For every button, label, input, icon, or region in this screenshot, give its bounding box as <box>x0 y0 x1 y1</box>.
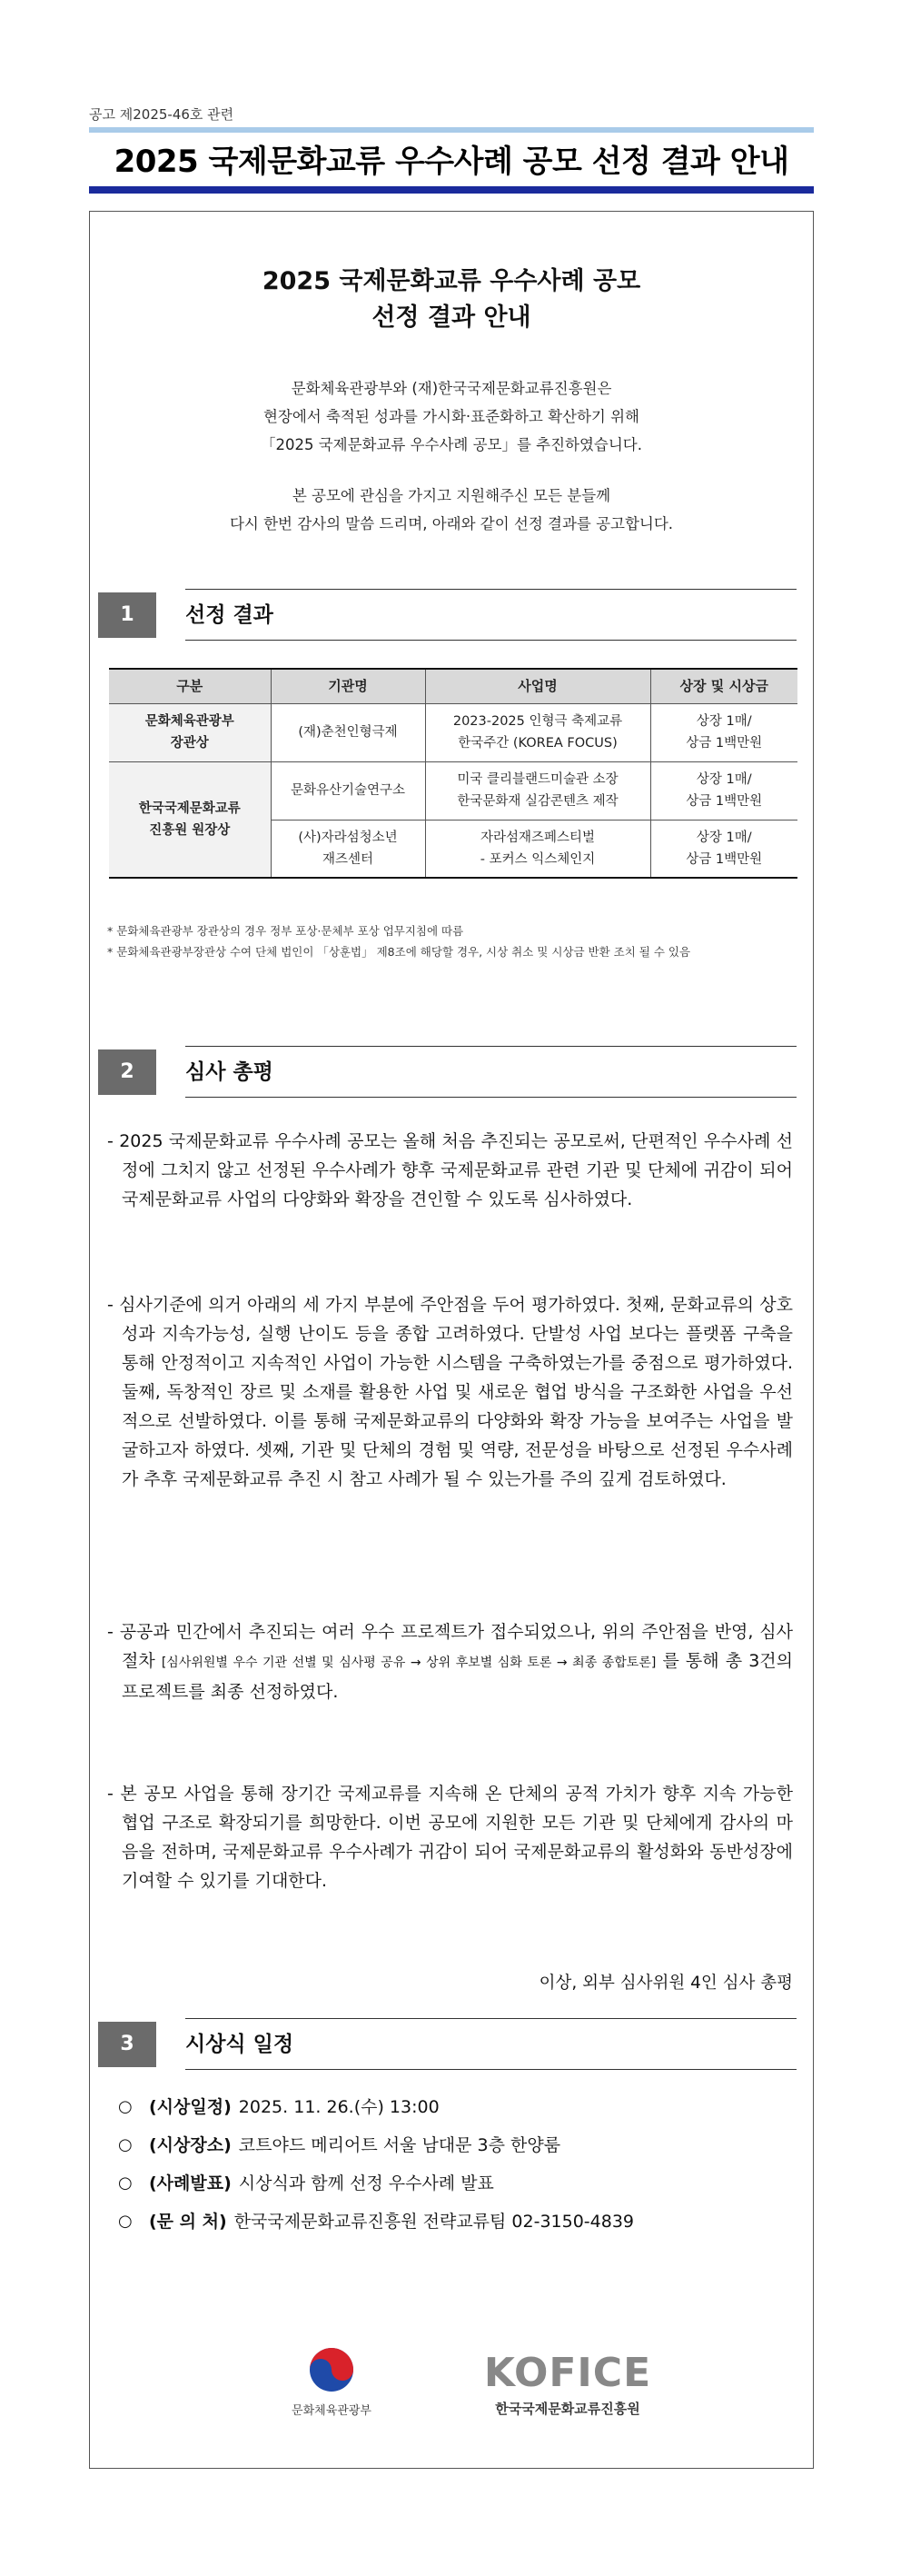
mcst-label: 문화체육관광부 <box>292 2404 371 2418</box>
section-line-bottom <box>185 1097 797 1098</box>
section-line-top <box>185 2018 797 2019</box>
review-text <box>107 1617 793 1706</box>
schedule-value: 코트야드 메리어트 서울 남대문 3층 한양룸 <box>238 2135 561 2155</box>
table-row <box>109 761 797 820</box>
review-procedure: [심사위원별 우수 기관 선별 및 심사평 공유 → 상위 후보별 심화 토론 → 최종 종합토론] <box>161 1656 657 1670</box>
intro-line: 문화체육관광부와 (재)한국국제문화교류진흥원은 <box>291 380 612 397</box>
project-cell <box>425 703 650 761</box>
category-cell <box>109 703 271 761</box>
bullet-icon: ○ <box>118 2097 133 2116</box>
organization-cell <box>271 761 425 820</box>
intro-block-1 <box>89 374 814 459</box>
intro-line: 「2025 국제문화교류 우수사례 공모」를 추진하였습니다. <box>261 436 642 453</box>
intro-line: 본 공모에 관심을 가지고 지원해주신 모든 분들께 <box>292 487 611 504</box>
schedule-key: (문 의 처) <box>149 2212 227 2232</box>
section-2-label: 심사 총평 <box>185 1060 273 1084</box>
schedule-item <box>118 2088 808 2126</box>
organization-line: (재)춘천인형극제 <box>298 725 398 740</box>
schedule-item <box>118 2126 808 2164</box>
table-header-row <box>109 669 797 703</box>
schedule-value: 한국국제문화교류진흥원 전략교류팀 02-3150-4839 <box>233 2212 635 2232</box>
review-paragraph-1 <box>107 1127 793 1214</box>
section-1-number: 1 <box>98 592 156 638</box>
award-line: 상금 1백만원 <box>686 794 763 809</box>
section-2-number: 2 <box>98 1049 156 1095</box>
review-text: - 본 공모 사업을 통해 장기간 국제교류를 지속해 온 단체의 공적 가치가 향후 지속 가능한 협업 구조로 확장되기를 희망한다. 이번 공모에 지원한 모든 기관 및 단체에게 감사의 마음을 전하며, 국제문화교류 우수사례가 귀감이 되어 국제문화교류의 활성화와 동반성장에 기여할 수 있기를 기대한다. <box>107 1784 793 1891</box>
taegeuk-icon <box>306 2344 357 2395</box>
section-line-bottom <box>185 640 797 641</box>
table-row <box>109 703 797 761</box>
review-text-part: 를 통해 총 3건의 프로젝트를 최종 선정하였다. <box>122 1651 793 1702</box>
mcst-logo <box>272 2344 391 2418</box>
col-header-category: 구분 <box>109 669 271 703</box>
ceremony-schedule <box>118 2088 808 2241</box>
intro-block-2 <box>89 482 814 538</box>
schedule-key: (시상장소) <box>149 2135 232 2155</box>
section-line-top <box>185 1046 797 1047</box>
schedule-key: (사례발표) <box>149 2173 232 2193</box>
project-line: - 포커스 익스체인지 <box>480 851 596 867</box>
section-3-heading <box>98 2022 797 2067</box>
project-line: 한국주간 (KOREA FOCUS) <box>458 736 618 751</box>
intro-line: 다시 한번 감사의 말씀 드리며, 아래와 같이 선정 결과를 공고합니다. <box>229 515 674 532</box>
award-line: 상장 1매/ <box>696 714 752 729</box>
schedule-item <box>118 2164 808 2203</box>
kofice-label: 한국국제문화교류진흥원 <box>495 2401 640 2417</box>
bullet-icon: ○ <box>118 2173 133 2193</box>
review-text-part: - 공공과 민간에서 추진되는 여러 우수 프로젝트가 접수되었으나, 위의 주안점을 반영, 심사 절차 <box>107 1622 793 1671</box>
award-cell <box>650 820 797 878</box>
section-line-bottom <box>185 2069 797 2070</box>
project-line: 2023-2025 인형극 축제교류 <box>452 714 623 729</box>
col-header-project: 사업명 <box>425 669 650 703</box>
organization-line: 재즈센터 <box>322 851 374 867</box>
project-line: 한국문화재 실감콘텐츠 제작 <box>457 794 619 809</box>
col-header-organization: 기관명 <box>271 669 425 703</box>
document-title <box>89 264 814 336</box>
document-title-line1: 2025 국제문화교류 우수사례 공모 <box>262 267 641 295</box>
review-text: - 2025 국제문화교류 우수사례 공모는 올해 처음 추진되는 공모로써, 단편적인 우수사례 선정에 그치지 않고 선정된 우수사례가 향후 국제문화교류 관련 기관 및 단체에 귀감이 되어 국제문화교류 사업의 다양화와 확장을 견인할 수 있도록 심사하였다. <box>107 1131 793 1209</box>
bullet-icon: ○ <box>118 2212 133 2231</box>
award-line: 상장 1매/ <box>696 830 752 845</box>
award-line: 상금 1백만원 <box>686 736 763 751</box>
category-line: 장관상 <box>170 736 209 751</box>
header-band-top <box>89 127 814 133</box>
document-title-line2: 선정 결과 안내 <box>371 303 531 332</box>
project-cell <box>425 761 650 820</box>
organization-line: (사)자라섬청소년 <box>298 830 398 845</box>
organization-cell <box>271 703 425 761</box>
section-3-label: 시상식 일정 <box>185 2033 294 2056</box>
review-closing: 이상, 외부 심사위원 4인 심사 총평 <box>539 1974 793 1993</box>
organization-line: 문화유산기술연구소 <box>290 783 406 798</box>
award-line: 상금 1백만원 <box>686 851 763 867</box>
section-2-heading <box>98 1049 797 1095</box>
kofice-logo <box>463 2350 672 2418</box>
intro-line: 현장에서 축적된 성과를 가시화·표준화하고 확산하기 위해 <box>262 408 639 425</box>
results-table <box>109 668 797 879</box>
review-paragraph-4 <box>107 1779 793 1895</box>
notice-number: 공고 제2025-46호 관련 <box>89 106 234 123</box>
category-line: 진흥원 원장상 <box>149 822 231 838</box>
review-paragraph-2 <box>107 1290 793 1494</box>
page-title: 2025 국제문화교류 우수사례 공모 선정 결과 안내 <box>114 144 789 180</box>
category-line: 한국국제문화교류 <box>138 801 241 816</box>
schedule-key: (시상일정) <box>149 2097 232 2117</box>
schedule-value: 시상식과 함께 선정 우수사례 발표 <box>238 2173 494 2193</box>
project-line: 미국 클리블랜드미술관 소장 <box>457 772 619 787</box>
award-line: 상장 1매/ <box>696 772 752 787</box>
note: * 문화체육관광부 장관상의 경우 정부 포상·문체부 포상 업무지침에 따름 <box>107 924 464 938</box>
category-cell <box>109 761 271 878</box>
section-3-number: 3 <box>98 2022 156 2067</box>
award-cell <box>650 703 797 761</box>
project-line: 자라섬재즈페스티벌 <box>480 830 596 845</box>
section-1-heading <box>98 592 797 638</box>
note: * 문화체육관광부장관상 수여 단체 법인이 「상훈법」 제8조에 해당할 경우, 시상 취소 및 시상금 반환 조치 될 수 있음 <box>107 945 691 959</box>
review-paragraph-3 <box>107 1617 793 1706</box>
bullet-icon: ○ <box>118 2135 133 2154</box>
review-text: - 심사기준에 의거 아래의 세 가지 부분에 주안점을 두어 평가하였다. 첫째, 문화교류의 상호성과 지속가능성, 실행 난이도 등을 종합 고려하였다. 단발성 사업 보다는 플랫폼 구축을 통해 안정적이고 지속적인 사업이 가능한 시스템을 구축하였는가를 중점으로 평가하였다. 둘째, 독창적인 장르 및 소재를 활용한 사업 및 새로운 협업 방식을 구조화한 사업을 우선적으로 선발하였다. 이를 통해 국제문화교류의 다양화와 확장 가능을 보여주는 사업을 발굴하고자 하였다. 셋째, 기관 및 단체의 경험 및 역량, 전문성을 바탕으로 선정된 우수사례가 추후 국제문화교류 추진 시 참고 사례가 될 수 있는가를 주의 깊게 검토하였다. <box>107 1295 793 1489</box>
schedule-item <box>118 2203 808 2241</box>
project-cell <box>425 820 650 878</box>
col-header-award: 상장 및 시상금 <box>650 669 797 703</box>
section-1-label: 선정 결과 <box>185 603 273 627</box>
award-cell <box>650 761 797 820</box>
category-line: 문화체육관광부 <box>144 714 234 729</box>
header-band-bottom <box>89 186 814 194</box>
table-notes <box>107 922 807 964</box>
organization-cell <box>271 820 425 878</box>
kofice-wordmark: KOFICE <box>483 2350 652 2396</box>
schedule-value: 2025. 11. 26.(수) 13:00 <box>238 2097 440 2117</box>
section-line-top <box>185 589 797 590</box>
